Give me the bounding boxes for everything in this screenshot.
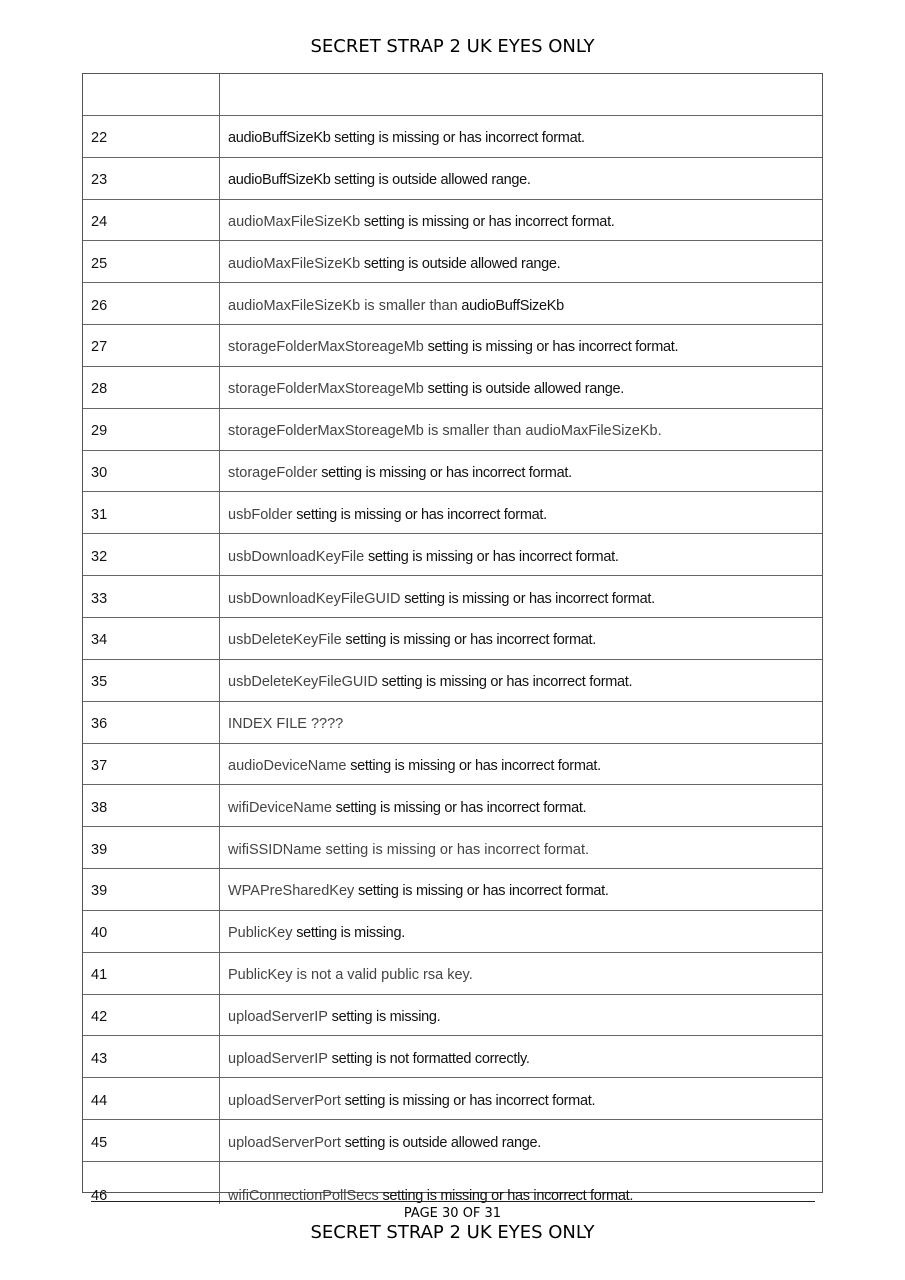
error-description-cell: [220, 785, 822, 826]
error-text: setting is outside allowed range.: [340, 1134, 542, 1151]
table-header-row: [83, 74, 822, 116]
table-row: [83, 200, 822, 242]
error-code-cell: 26: [83, 283, 220, 324]
table-row: [83, 702, 822, 744]
error-code-cell: 40: [83, 911, 220, 952]
error-code-cell: 39: [83, 827, 220, 868]
error-code-cell: 43: [83, 1036, 220, 1077]
error-code-cell: 35: [83, 660, 220, 701]
table-row: [83, 409, 822, 451]
error-code-cell: 25: [83, 241, 220, 282]
error-description-cell: [220, 953, 822, 994]
error-code-cell: 27: [83, 325, 220, 366]
error-code-cell: 33: [83, 576, 220, 617]
error-description-cell: [220, 116, 822, 157]
error-code-cell: 44: [83, 1078, 220, 1119]
error-code-cell: 37: [83, 744, 220, 785]
header-classification: SECRET STRAP 2 UK EYES ONLY: [310, 36, 595, 57]
setting-name: wifiDeviceName: [228, 799, 332, 816]
error-code-cell: 31: [83, 492, 220, 533]
error-code-cell: 32: [83, 534, 220, 575]
error-code-cell: 38: [83, 785, 220, 826]
error-code-cell: 46: [83, 1162, 220, 1204]
setting-name: INDEX FILE ????: [228, 716, 344, 733]
table-row: [83, 451, 822, 493]
error-text: setting is missing or has incorrect format.: [331, 799, 587, 816]
table-row: [83, 367, 822, 409]
error-description-cell: [220, 660, 822, 701]
table-row: [83, 618, 822, 660]
error-description-cell: [220, 576, 822, 617]
error-code-cell: 29: [83, 409, 220, 450]
setting-name: usbDeleteKeyFileGUID: [228, 674, 378, 691]
table-row: [83, 660, 822, 702]
setting-name: uploadServerPort: [228, 1092, 341, 1109]
error-text: setting is missing or has incorrect format.: [341, 632, 596, 649]
setting-name: storageFolderMaxStoreageMb is smaller than audioMaxFileSizeKb.: [228, 423, 662, 440]
setting-name: audioMaxFileSizeKb: [228, 255, 361, 272]
table-row: [83, 995, 822, 1037]
error-text: setting is missing or has incorrect format.: [400, 590, 655, 607]
error-description-cell: [220, 158, 822, 199]
setting-name: audioDeviceName: [228, 757, 347, 774]
setting-name: wifiSSIDName setting is missing or has incorrect format.: [228, 841, 589, 858]
setting-name: storageFolderMaxStoreageMb: [228, 381, 424, 398]
table-row: [83, 116, 822, 158]
error-text: setting is missing or has incorrect format.: [378, 1187, 634, 1204]
setting-name: PublicKey: [228, 925, 293, 942]
error-description-cell: [220, 827, 822, 868]
setting-name: audioMaxFileSizeKb is smaller than: [228, 297, 458, 314]
error-code-cell: 39: [83, 869, 220, 910]
error-text: setting is missing or has incorrect format.: [423, 339, 679, 356]
error-code-cell: 41: [83, 953, 220, 994]
table-row: [83, 1078, 822, 1120]
table-row: [83, 283, 822, 325]
error-description-cell: [220, 200, 822, 241]
error-code-table: [82, 73, 823, 1204]
table-row: [83, 158, 822, 200]
error-code-cell: [83, 74, 220, 115]
table-row: [83, 492, 822, 534]
error-description-cell: [220, 283, 822, 324]
error-text: setting is missing or has incorrect format.: [354, 883, 609, 900]
error-description-cell: [220, 241, 822, 282]
error-text: setting is missing or has incorrect format.: [292, 506, 547, 523]
table-row: [83, 1036, 822, 1078]
error-text: setting is missing or has incorrect format.: [360, 213, 615, 230]
table-row: [83, 534, 822, 576]
error-code-cell: 22: [83, 116, 220, 157]
error-code-cell: 34: [83, 618, 220, 659]
error-description-cell: [220, 325, 822, 366]
footer-classification: SECRET STRAP 2 UK EYES ONLY: [310, 1222, 595, 1243]
error-code-cell: 24: [83, 200, 220, 241]
table-row: [83, 827, 822, 869]
error-description-cell: [220, 618, 822, 659]
setting-name: audioMaxFileSizeKb: [228, 213, 361, 230]
table-row: [83, 1120, 822, 1162]
page-number: PAGE 30 OF 31: [403, 1206, 502, 1221]
error-description-cell: [220, 409, 822, 450]
table-row: [83, 1162, 822, 1204]
setting-name: usbDeleteKeyFile: [228, 632, 342, 649]
error-description-cell: [220, 1120, 822, 1161]
table-row: [83, 744, 822, 786]
error-description-cell: [220, 869, 822, 910]
error-text: audioBuffSizeKb setting is outside allowed range.: [228, 172, 531, 189]
error-code-cell: 30: [83, 451, 220, 492]
setting-name: PublicKey is not a valid public rsa key.: [228, 967, 473, 984]
error-description-cell: [220, 451, 822, 492]
table-row: [83, 911, 822, 953]
error-code-cell: 36: [83, 702, 220, 743]
table-row: [83, 576, 822, 618]
table-row: [83, 325, 822, 367]
table-row: [83, 785, 822, 827]
error-text: setting is missing.: [327, 1008, 441, 1025]
error-description-cell: [220, 744, 822, 785]
error-code-cell: 42: [83, 995, 220, 1036]
error-description-cell: [220, 74, 822, 115]
error-description-cell: [220, 492, 822, 533]
error-text: audioBuffSizeKb: [457, 297, 564, 314]
error-text: setting is missing or has incorrect format.: [317, 465, 572, 482]
table-row: [83, 953, 822, 995]
error-description-cell: [220, 1036, 822, 1077]
footer-divider: [91, 1201, 815, 1202]
setting-name: storageFolder: [228, 465, 318, 482]
error-description-cell: [220, 702, 822, 743]
error-text: setting is missing.: [292, 925, 405, 942]
error-text: setting is missing or has incorrect format.: [377, 674, 633, 691]
setting-name: uploadServerIP: [228, 1008, 328, 1025]
error-description-cell: [220, 1162, 822, 1204]
setting-name: usbFolder: [228, 506, 293, 523]
error-code-cell: 23: [83, 158, 220, 199]
error-text: setting is missing or has incorrect format.: [340, 1092, 596, 1109]
error-text: audioBuffSizeKb setting is missing or has incorrect format.: [228, 130, 585, 147]
setting-name: WPAPreSharedKey: [228, 883, 355, 900]
error-text: setting is outside allowed range.: [360, 255, 561, 272]
error-code-cell: 45: [83, 1120, 220, 1161]
setting-name: wifiConnectionPollSecs: [228, 1187, 379, 1204]
error-code-cell: 28: [83, 367, 220, 408]
error-text: setting is not formatted correctly.: [327, 1050, 530, 1067]
table-row: [83, 241, 822, 283]
error-description-cell: [220, 995, 822, 1036]
error-text: setting is missing or has incorrect format.: [346, 757, 601, 774]
error-description-cell: [220, 911, 822, 952]
setting-name: usbDownloadKeyFile: [228, 548, 365, 565]
setting-name: usbDownloadKeyFileGUID: [228, 590, 401, 607]
error-description-cell: [220, 1078, 822, 1119]
setting-name: uploadServerPort: [228, 1134, 341, 1151]
setting-name: storageFolderMaxStoreageMb: [228, 339, 424, 356]
setting-name: uploadServerIP: [228, 1050, 328, 1067]
error-description-cell: [220, 534, 822, 575]
error-description-cell: [220, 367, 822, 408]
error-text: setting is outside allowed range.: [423, 381, 625, 398]
table-row: [83, 869, 822, 911]
error-text: setting is missing or has incorrect format.: [364, 548, 619, 565]
